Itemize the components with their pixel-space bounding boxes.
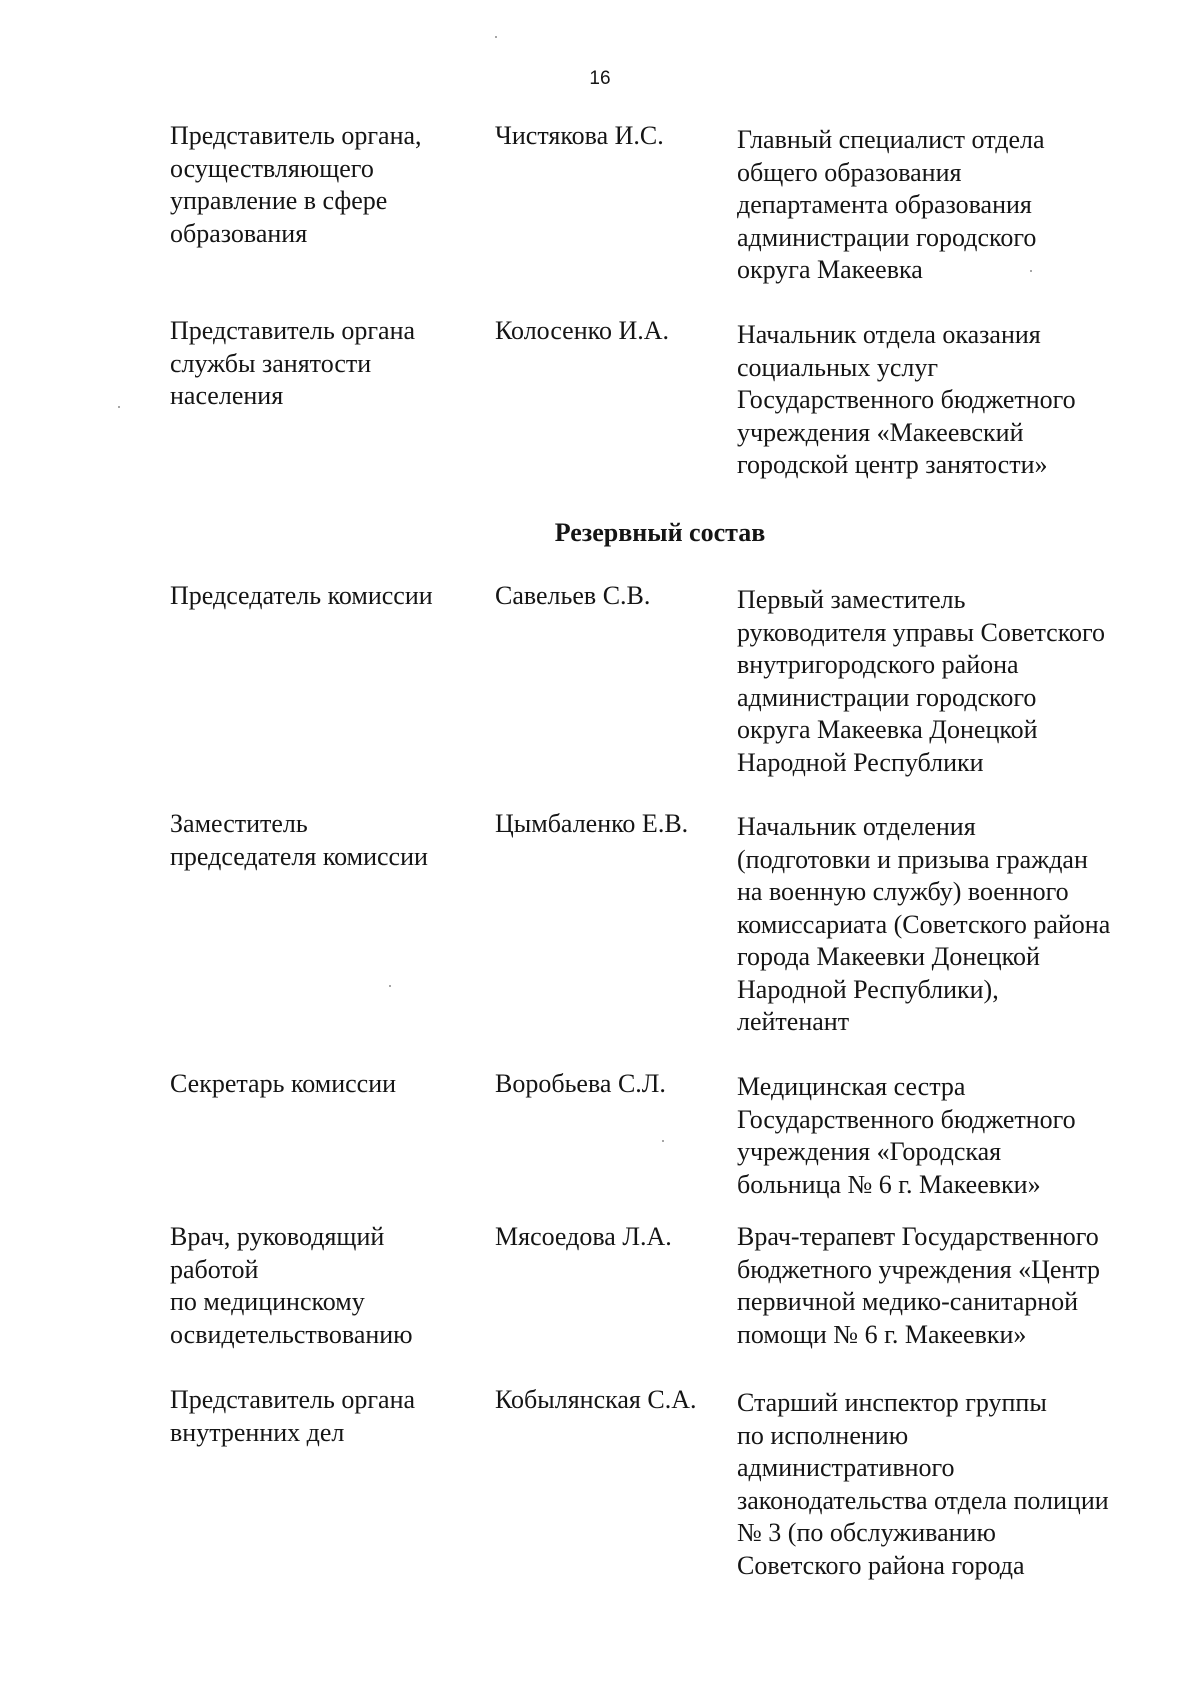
entry-position: Медицинская сестра Государственного бюджетного учреждения «Городская больница № 6 г. Макеевки» <box>737 1072 1076 1199</box>
scan-speck <box>662 1140 664 1142</box>
scan-speck <box>495 36 497 38</box>
entry-name: Воробьева С.Л. <box>495 1069 666 1098</box>
entry-position: Начальник отделения (подготовки и призыва граждан на военную службу) военного комиссариата (Советского района города Макеевки Донецкой Народной Республики), лейтенант <box>737 812 1111 1036</box>
entry-name: Мясоедова Л.А. <box>495 1222 672 1251</box>
entry-role: Председатель комиссии <box>170 581 433 610</box>
entry-name: Кобылянская С.А. <box>495 1385 697 1414</box>
entry-name: Колосенко И.А. <box>495 316 670 345</box>
entry-role: Секретарь комиссии <box>170 1069 397 1098</box>
entry-role: Представитель органа службы занятости населения <box>170 316 416 410</box>
scan-speck <box>389 985 391 987</box>
entry-role: Представитель органа внутренних дел <box>170 1385 416 1447</box>
entry-position: Старший инспектор группы по исполнению административного законодательства отдела полиции № 3 (по обслуживанию Советского района города <box>737 1388 1109 1580</box>
entry-role: Представитель органа, осуществляющего управление в сфере образования <box>170 121 422 248</box>
entry-role: Заместитель председателя комиссии <box>170 809 428 871</box>
page-number: 16 <box>589 68 611 89</box>
scan-speck <box>118 406 120 408</box>
scan-speck <box>1030 270 1032 272</box>
entry-name: Савельев С.В. <box>495 581 651 610</box>
entry-position: Врач-терапевт Государственного бюджетного учреждения «Центр первичной медико-санитарной помощи № 6 г. Макеевки» <box>737 1222 1101 1349</box>
entry-name: Чистякова И.С. <box>495 121 664 150</box>
entry-position: Начальник отдела оказания социальных услуг Государственного бюджетного учреждения «Макеевский городской центр занятости» <box>737 320 1076 479</box>
entry-position: Первый заместитель руководителя управы Советского внутригородского района администрации городского округа Макеевка Донецкой Народной Республики <box>737 585 1106 777</box>
section-heading: Резервный состав <box>554 518 766 547</box>
entry-role: Врач, руководящий работой по медицинскому освидетельствованию <box>170 1222 413 1349</box>
entry-position: Главный специалист отдела общего образования департамента образования администрации городского округа Макеевка <box>737 125 1045 284</box>
entry-name: Цымбаленко Е.В. <box>495 809 689 838</box>
